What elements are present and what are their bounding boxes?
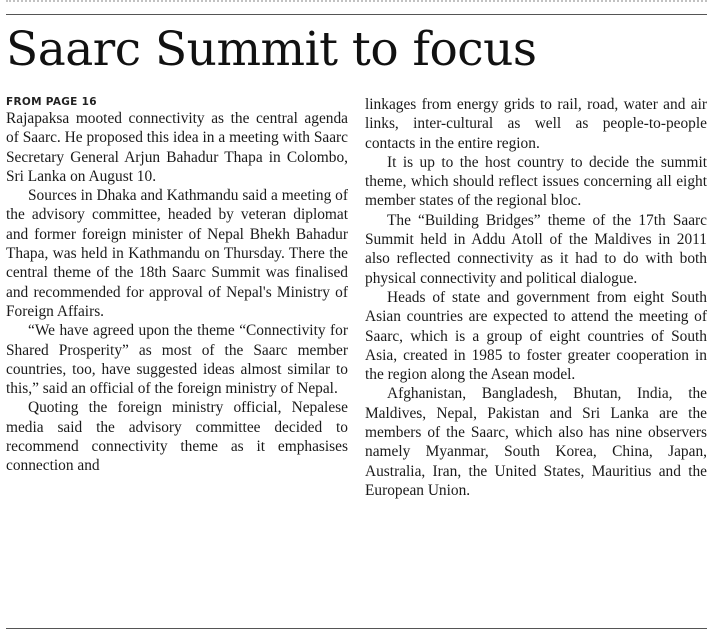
paragraph: Heads of state and government from eight South Asian countries are expected to attend the meeting of Saarc, which is a group of eight countries of South Asia, created in 1985 to foster greater cooperation in the region along the Asean model.: [365, 288, 707, 384]
paragraph: linkages from energy grids to rail, road, water and air links, inter-cultural as well as people-to-people contacts in the entire region.: [365, 96, 707, 152]
article-body: [6, 95, 707, 500]
left-column: [6, 95, 348, 500]
right-column: [365, 95, 707, 500]
paragraph: Afghanistan, Bangladesh, Bhutan, India, the Maldives, Nepal, Pakistan and Sri Lanka are the members of the Saarc, which also has nine observers namely Myanmar, South Korea, China, Japan, Australia, Iran, the United States, Mauritius and the European Union.: [365, 385, 707, 499]
clipped-previous-text: [6, 0, 707, 8]
top-divider: [6, 14, 707, 15]
paragraph: “We have agreed upon the theme “Connectivity for Shared Prosperity” as most of the Saarc member countries, too, have suggested ideas almost similar to this,” said an official of the foreign ministry of Nepal.: [6, 322, 348, 398]
paragraph: It is up to the host country to decide the summit theme, which should reflect issues concerning all eight member states of the regional bloc.: [365, 153, 707, 210]
paragraph: Sources in Dhaka and Kathmandu said a meeting of the advisory committee, headed by veteran diplomat and former foreign minister of Nepal Bhekh Bahadur Thapa, was held in Kathmandu on Thursday. There the central theme of the 18th Saarc Summit was finalised and recommended for approval of Nepal's Ministry of Foreign Affairs.: [6, 187, 348, 320]
continuation-kicker: FROM PAGE 16: [6, 96, 97, 108]
paragraph: Rajapaksa mooted connectivity as the central agenda of Saarc. He proposed this idea in a meeting with Saarc Secretary General Arjun Bahadur Thapa in Colombo, Sri Lanka on August 10.: [6, 110, 348, 185]
headline: Saarc Summit to focus: [6, 22, 537, 77]
paragraph: Quoting the foreign ministry official, Nepalese media said the advisory committee decided to recommend connectivity theme as it emphasises connection and: [6, 399, 348, 475]
paragraph: The “Building Bridges” theme of the 17th Saarc Summit held in Addu Atoll of the Maldives in 2011 also reflected connectivity as it had to do with both physical connectivity and political dialogue.: [365, 211, 707, 287]
bottom-divider: [6, 628, 707, 629]
